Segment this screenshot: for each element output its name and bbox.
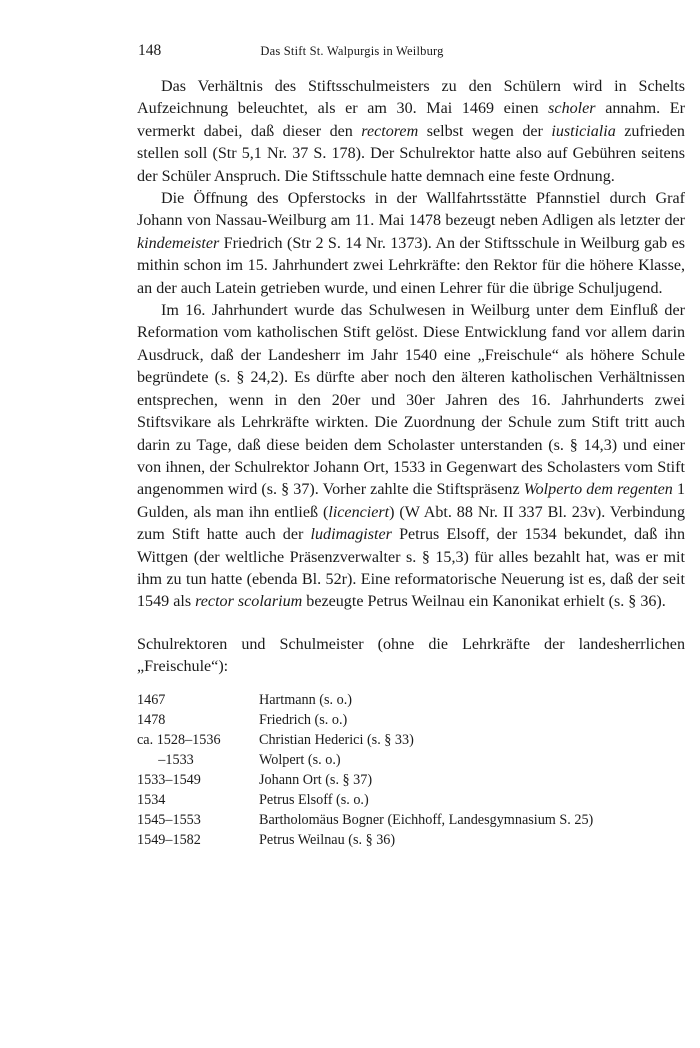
rector-list [137, 690, 685, 851]
rector-name: Friedrich (s. o.) [259, 711, 348, 728]
rector-name: Wolpert (s. o.) [259, 751, 341, 768]
rector-row [137, 730, 685, 750]
rector-name: Johann Ort (s. § 37) [259, 771, 373, 788]
rector-row [137, 690, 685, 710]
text-run: Petrus Elsoff, der 1534 bekundet, daß ihn Wittgen (der weltliche Präsenzverwalter s. § 15,3) für alles bezahlt hat, was er mit ihm zu tun hatte (ebenda Bl. 52r). Eine reformatorische Neuerung ist es, daß der seit 1549 als [137, 526, 685, 611]
italic-term: licenciert [328, 503, 390, 521]
rector-date: 1549–1582 [137, 832, 201, 849]
page-body [137, 76, 685, 850]
rector-name: Hartmann (s. o.) [259, 691, 352, 708]
rector-name: Petrus Elsoff (s. o.) [259, 792, 369, 809]
rector-date: 1533–1549 [137, 771, 201, 788]
rector-name: Petrus Weilnau (s. § 36) [259, 832, 396, 849]
rector-list-heading: Schulrektoren und Schulmeister (ohne die Lehrkräfte der landesherrlichen „Freischule“): [137, 635, 685, 676]
italic-term: Wolperto dem regenten [523, 481, 673, 499]
running-title: Das Stift St. Walpurgis in Weilburg [260, 44, 444, 58]
italic-term: iusticialia [551, 122, 616, 140]
text-run: Im 16. Jahrhundert wurde das Schulwesen in Weilburg unter dem Einfluß der Reformation vom katholischen Stift gelöst. Diese Entwicklung fand vor allem darin Ausdruck, daß der Landesherr im Jahr 1540 eine „Freischule“ als höhere Schule begründete (s. § 24,2). Es dürfte aber noch den älteren katholischen Verhältnissen entsprechen, wenn in den 20er und 30er Jahren des 16. Jahrhunderts zwei Stiftsvikare als Lehrkräfte wirkten. Die Zuordnung der Schule zum Stift tritt auch darin zu Tage, daß diese beiden dem Scholaster unterstanden (s. § 14,3) und einer von ihnen, der Schulrektor Johann Ort, 1533 in Gegenwart des Scholasters vom Stift angenommen wird (s. § 37). Vorher zahlte die Stiftspräsenz [137, 302, 685, 499]
text-run: Friedrich (Str 2 S. 14 Nr. 1373). An der Stiftsschule in Weilburg gab es mithin schon im 15. Jahrhundert zwei Lehrkräfte: den Rektor für die höhere Klasse, an der auch Latein getrieben wurde, und einen Lehrer für die übrige Schuljugend. [137, 234, 685, 297]
rector-date: 1545–1553 [137, 812, 201, 829]
text-run: zufrieden stellen soll (Str 5,1 Nr. 37 S. 178). Der Schulrektor hatte also auf Gebühren seitens der Schüler Anspruch. Die Stiftsschule hatte demnach eine feste Ordnung. [137, 122, 685, 185]
page-number: 148 [138, 42, 162, 59]
rector-row [137, 790, 685, 810]
text-run: selbst wegen der [418, 122, 552, 140]
rector-date: ca. 1528–1536 [137, 731, 221, 748]
paragraph-two-teachers [137, 188, 685, 300]
italic-term: rector scolarium [195, 593, 303, 611]
rector-row [137, 770, 685, 790]
rector-row [137, 710, 685, 730]
rector-date: –1533 [137, 751, 194, 768]
running-header [138, 42, 566, 62]
italic-term: scholer [548, 100, 596, 118]
text-run: ) (W Abt. 88 Nr. II 337 Bl. 23v). Verbindung zum Stift hatte auch der [137, 503, 685, 544]
italic-term: rectorem [361, 122, 419, 140]
rector-date: 1534 [137, 792, 166, 809]
italic-term: ludimagister [310, 526, 392, 544]
italic-term: kindemeister [137, 234, 220, 252]
paragraph-reformation [137, 300, 685, 614]
text-run: annahm. Er vermerkt dabei, daß dieser den [137, 100, 685, 140]
paragraph-school-regulations [137, 76, 685, 188]
text-run: Das Verhältnis des Stiftsschulmeisters zu den Schülern wird in Schelts Aufzeichnung beleuchtet, als er am 30. Mai 1469 einen [137, 78, 685, 118]
text-run: Die Öffnung des Opferstocks in der Wallfahrtsstätte Pfannstiel durch Graf Johann von Nassau-Weilburg am 11. Mai 1478 bezeugt neben Adligen als letzter der [137, 190, 685, 230]
rector-row [137, 810, 685, 830]
text-run: bezeugte Petrus Weilnau ein Kanonikat erhielt (s. § 36). [302, 593, 666, 611]
rector-date: 1478 [137, 711, 166, 728]
rector-row [137, 750, 685, 770]
text-run: 1 Gulden, als man ihn entließ ( [137, 481, 685, 521]
rector-name: Christian Hederici (s. § 33) [259, 731, 414, 748]
section-gap [137, 614, 685, 634]
rector-date: 1467 [137, 691, 166, 708]
rector-row [137, 830, 685, 850]
rector-name: Bartholomäus Bogner (Eichhoff, Landesgymnasium S. 25) [259, 812, 594, 829]
